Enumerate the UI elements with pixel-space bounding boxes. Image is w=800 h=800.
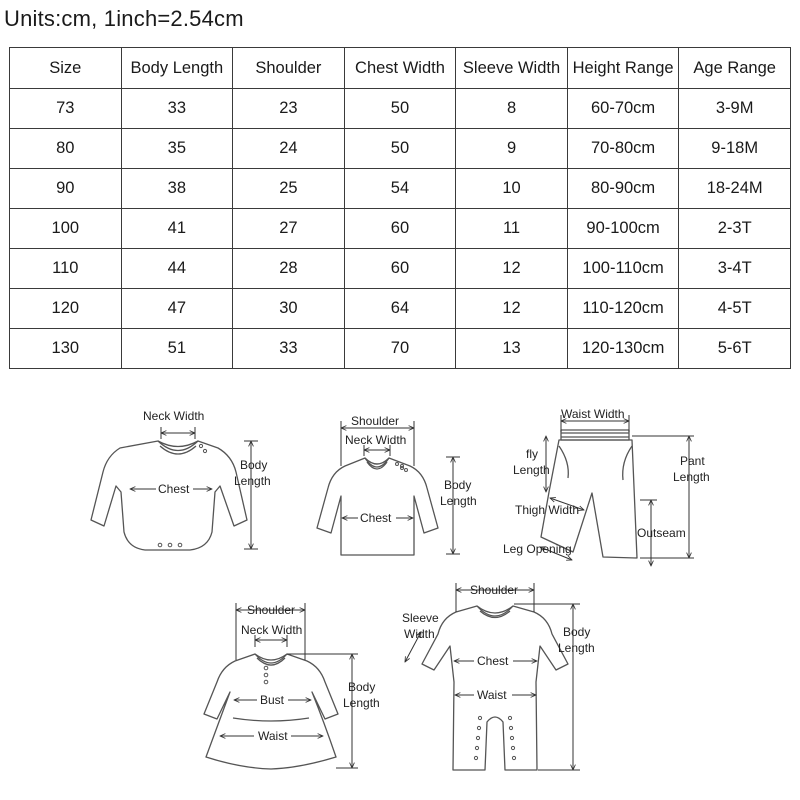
chest-label: Chest <box>477 654 509 668</box>
outseam-label: Outseam <box>637 526 686 540</box>
column-header: Shoulder <box>233 48 345 89</box>
table-cell: 130 <box>10 329 122 369</box>
table-cell: 51 <box>121 329 233 369</box>
neck-width-label: Neck Width <box>241 623 303 637</box>
table-cell: 8 <box>456 89 568 129</box>
body-length-label: Body <box>240 458 268 472</box>
table-cell: 80 <box>10 129 122 169</box>
table-cell: 110-120cm <box>567 289 679 329</box>
pant-length-label: Pant <box>680 454 705 468</box>
table-cell: 110 <box>10 249 122 289</box>
table-row <box>10 89 791 129</box>
table-cell: 12 <box>456 249 568 289</box>
pants-diagram <box>503 407 710 566</box>
thigh-width-label: Thigh Width <box>515 503 580 517</box>
table-row <box>10 169 791 209</box>
table-cell: 38 <box>121 169 233 209</box>
table-cell: 10 <box>456 169 568 209</box>
neck-width-label: Neck Width <box>345 433 407 447</box>
table-cell: 3-4T <box>679 249 791 289</box>
table-cell: 9 <box>456 129 568 169</box>
body-length-label: Length <box>343 696 380 710</box>
dress-diagram <box>204 603 380 769</box>
table-cell: 24 <box>233 129 345 169</box>
table-body <box>10 89 791 369</box>
table-cell: 73 <box>10 89 122 129</box>
table-cell: 120 <box>10 289 122 329</box>
pants-outline <box>541 440 637 558</box>
table-cell: 120-130cm <box>567 329 679 369</box>
column-header: Body Length <box>121 48 233 89</box>
waist-label: Waist <box>258 729 288 743</box>
table-cell: 5-6T <box>679 329 791 369</box>
shoulder-label: Shoulder <box>247 603 296 617</box>
table-cell: 70 <box>344 329 456 369</box>
chest-label: Chest <box>158 482 190 496</box>
table-cell: 90-100cm <box>567 209 679 249</box>
table-cell: 60-70cm <box>567 89 679 129</box>
bust-label: Bust <box>260 693 285 707</box>
bodysuit-diagram <box>91 409 271 550</box>
body-length-label: Body <box>348 680 376 694</box>
table-cell: 60 <box>344 209 456 249</box>
column-header: Chest Width <box>344 48 456 89</box>
shoulder-label: Shoulder <box>470 583 519 597</box>
table-cell: 50 <box>344 89 456 129</box>
table-cell: 60 <box>344 249 456 289</box>
table-cell: 30 <box>233 289 345 329</box>
sleeve-width-label: Sleeve <box>402 611 439 625</box>
table-cell: 80-90cm <box>567 169 679 209</box>
table-cell: 23 <box>233 89 345 129</box>
measurement-diagrams <box>0 380 800 800</box>
table-cell: 27 <box>233 209 345 249</box>
pant-length-label: Length <box>673 470 710 484</box>
body-length-label: Length <box>234 474 271 488</box>
table-cell: 3-9M <box>679 89 791 129</box>
table-cell: 100 <box>10 209 122 249</box>
body-length-label: Body <box>444 478 472 492</box>
body-length-label: Length <box>558 641 595 655</box>
dress-outline <box>204 654 338 769</box>
body-length-label: Body <box>563 625 591 639</box>
table-cell: 12 <box>456 289 568 329</box>
table-cell: 44 <box>121 249 233 289</box>
table-cell: 13 <box>456 329 568 369</box>
table-cell: 4-5T <box>679 289 791 329</box>
table-row <box>10 209 791 249</box>
sleeve-width-label: Width <box>404 627 435 641</box>
table-cell: 54 <box>344 169 456 209</box>
table-cell: 9-18M <box>679 129 791 169</box>
body-length-label: Length <box>440 494 477 508</box>
shirt-diagram <box>317 414 477 555</box>
table-cell: 28 <box>233 249 345 289</box>
neck-width-label: Neck Width <box>143 409 205 423</box>
table-cell: 50 <box>344 129 456 169</box>
column-header: Sleeve Width <box>456 48 568 89</box>
romper-diagram <box>402 583 595 770</box>
shoulder-label: Shoulder <box>351 414 400 428</box>
table-cell: 100-110cm <box>567 249 679 289</box>
table-row <box>10 289 791 329</box>
table-cell: 33 <box>121 89 233 129</box>
table-row <box>10 329 791 369</box>
table-header-row <box>10 48 791 89</box>
chest-label: Chest <box>360 511 392 525</box>
table-cell: 2-3T <box>679 209 791 249</box>
table-cell: 25 <box>233 169 345 209</box>
table-cell: 35 <box>121 129 233 169</box>
waist-width-label: Waist Width <box>561 407 625 421</box>
table-cell: 11 <box>456 209 568 249</box>
table-cell: 47 <box>121 289 233 329</box>
fly-length-label: Length <box>513 463 550 477</box>
size-chart-table <box>9 47 791 369</box>
table-row <box>10 249 791 289</box>
table-cell: 18-24M <box>679 169 791 209</box>
table-cell: 64 <box>344 289 456 329</box>
units-note: Units:cm, 1inch=2.54cm <box>4 6 244 31</box>
table-cell: 41 <box>121 209 233 249</box>
table-row <box>10 129 791 169</box>
column-header: Size <box>10 48 122 89</box>
fly-length-label: fly <box>526 447 538 461</box>
column-header: Height Range <box>567 48 679 89</box>
table-cell: 33 <box>233 329 345 369</box>
leg-opening-label: Leg Opening <box>503 542 572 556</box>
waist-label: Waist <box>477 688 507 702</box>
table-cell: 70-80cm <box>567 129 679 169</box>
shirt-outline <box>317 458 438 555</box>
column-header: Age Range <box>679 48 791 89</box>
table-cell: 90 <box>10 169 122 209</box>
